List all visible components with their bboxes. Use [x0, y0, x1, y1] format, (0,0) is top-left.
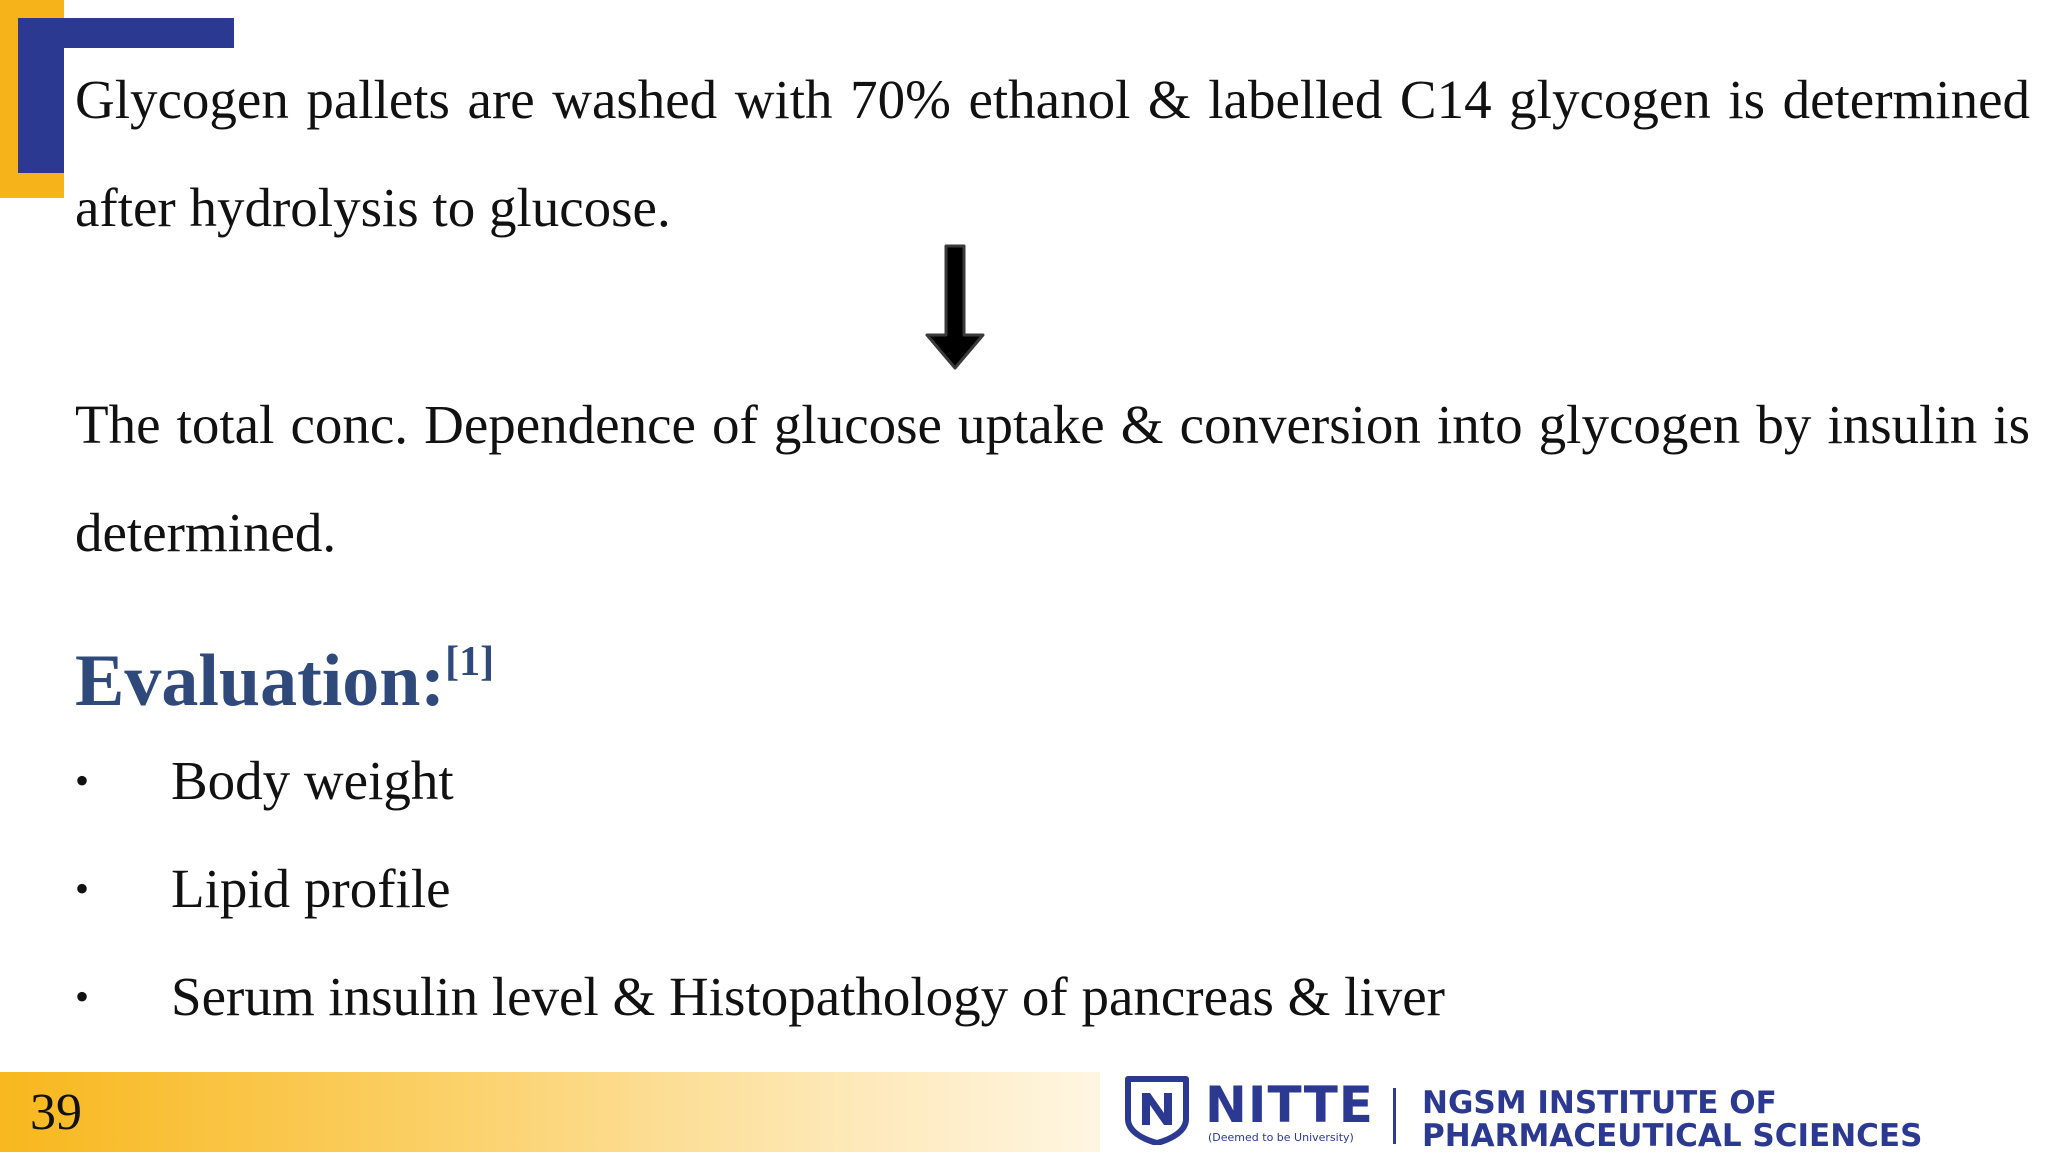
paragraph-insulin-dependence: The total conc. Dependence of glucose uptake & conversion into glycogen by insulin is determined. [75, 394, 2030, 563]
list-item [75, 943, 1975, 1051]
evaluation-list [75, 727, 1975, 1051]
paragraph-glycogen-wash: Glycogen pallets are washed with 70% ethanol & labelled C14 glycogen is determined after hydrolysis to glucose. [75, 69, 2030, 238]
institute-name [1422, 1087, 1922, 1153]
page-number: 39 [30, 1084, 82, 1141]
list-item-text: Lipid profile [171, 858, 451, 919]
footer-bar [0, 1072, 1100, 1152]
institute-name-line2: PHARMACEUTICAL SCIENCES [1422, 1118, 1923, 1154]
bullet-icon: • [75, 974, 90, 1019]
evaluation-reference: [1] [445, 639, 495, 685]
bullet-icon: • [75, 758, 90, 803]
logo-tagline: (Deemed to be University) [1208, 1131, 1354, 1144]
corner-accent-navy-horizontal [18, 18, 234, 48]
list-item-text: Serum insulin level & Histopathology of pancreas & liver [171, 966, 1445, 1027]
list-item-text: Body weight [171, 750, 454, 811]
institute-name-line1: NGSM INSTITUTE OF [1422, 1085, 1777, 1121]
evaluation-heading-text: Evaluation: [75, 640, 446, 722]
nitte-emblem-icon [1122, 1075, 1192, 1145]
evaluation-heading [75, 612, 494, 731]
down-arrow-icon [920, 243, 990, 373]
list-item [75, 727, 1975, 835]
logo-wordmark: NITTE [1205, 1076, 1374, 1134]
bullet-icon: • [75, 866, 90, 911]
list-item [75, 835, 1975, 943]
logo-divider [1393, 1088, 1396, 1144]
